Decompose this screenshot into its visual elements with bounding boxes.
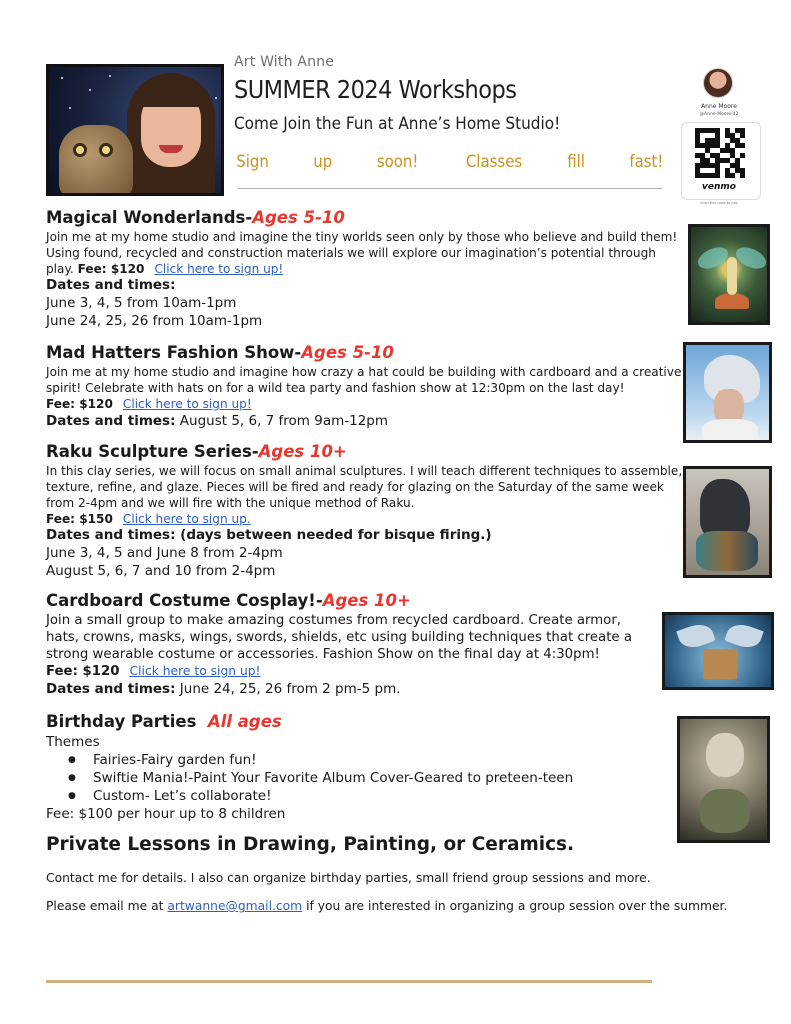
section-title	[46, 208, 686, 227]
signup-banner	[234, 152, 666, 172]
signup-link[interactable]: Click here to sign up!	[122, 397, 252, 411]
section-description	[46, 364, 686, 412]
date-line: June 3, 4, 5 and June 8 from 2-4pm	[46, 545, 283, 561]
description-line: strong wearable costume or accessories. Fashion Show on the final day at 4:30pm!	[46, 647, 600, 662]
section-title-text: Cardboard Costume Cosplay!-	[46, 591, 323, 610]
private-lessons-title: Private Lessons in Drawing, Painting, or Ceramics.	[46, 834, 575, 855]
description-text: play.	[46, 262, 74, 276]
description-line	[46, 261, 686, 277]
birthday-artwork	[677, 716, 770, 843]
date-line: June 24, 25, 26 from 2 pm-5 pm.	[179, 681, 401, 697]
date-line: June 24, 25, 26 from 10am-1pm	[46, 313, 263, 329]
wonderland-artwork	[688, 224, 770, 325]
list-item: ● Custom- Let’s collaborate!	[68, 787, 666, 805]
signup-word: up	[313, 152, 333, 172]
fee-label: Fee: $120	[46, 664, 120, 679]
list-item: ● Swiftie Mania!-Paint Your Favorite Album Cover-Geared to preteen-teen	[68, 769, 666, 787]
description-line: In this clay series, we will focus on small animal sculptures. I will teach different techniques to assemble,	[46, 464, 683, 478]
themes-list	[68, 751, 666, 805]
fee-label: Fee: $150	[46, 512, 113, 526]
section-wonderlands	[46, 208, 686, 330]
description-line: spirit! Celebrate with hats on for a wild tea party and fashion show at 12:30pm on the last day!	[46, 381, 625, 395]
fee-label: Fee: $120	[46, 397, 113, 411]
description-line	[46, 511, 686, 527]
dates-heading: Dates and times:	[46, 413, 176, 429]
brand-name: Art With Anne	[234, 54, 335, 70]
signup-word: Sign	[236, 152, 269, 172]
email-prefix: Please email me at	[46, 899, 164, 913]
description-line: Join me at my home studio and imagine the tiny worlds seen only by those who believe and build them!	[46, 230, 678, 244]
email-suffix: if you are interested in organizing a group session over the summer.	[306, 899, 728, 913]
age-badge: Ages 10+	[258, 442, 347, 461]
age-badge: Ages 5-10	[301, 343, 394, 362]
description-line: texture, refine, and glaze. Pieces will be fired and ready for glazing on the Saturday of the same week	[46, 480, 664, 494]
signup-word: fill	[567, 152, 586, 172]
section-description	[46, 612, 666, 680]
age-badge: Ages 10+	[322, 591, 411, 610]
section-title-text: Mad Hatters Fashion Show-	[46, 343, 302, 362]
dates-heading: Dates and times:	[46, 681, 176, 697]
section-cosplay	[46, 591, 666, 698]
portrait-photo	[46, 64, 224, 196]
section-title-text: Birthday Parties	[46, 712, 197, 731]
signup-word: Classes	[465, 152, 523, 172]
section-hatters	[46, 343, 686, 430]
section-title	[46, 442, 686, 461]
description-line: from 2-4pm and we will fire with the unique method of Raku.	[46, 496, 415, 510]
footer-divider	[46, 980, 652, 983]
section-description	[46, 463, 686, 527]
description-line	[46, 663, 666, 680]
venmo-card	[676, 64, 762, 208]
description-line: Using found, recycled and construction materials we will explore our imagination’s potential through	[46, 246, 656, 260]
cosplay-artwork	[662, 612, 774, 690]
dates-heading: Dates and times:	[46, 277, 176, 293]
description-line: hats, crowns, masks, wings, swords, shields, etc using building techniques that create a	[46, 630, 632, 645]
themes-heading: Themes	[46, 734, 100, 750]
dates-heading: Dates and times: (days between needed for bisque firing.)	[46, 527, 492, 543]
date-line: August 5, 6, 7 and 10 from 2-4pm	[46, 563, 276, 579]
section-title	[46, 343, 686, 362]
age-badge: Ages 5-10	[252, 208, 345, 227]
description-line: Join me at my home studio and imagine how crazy a hat could be building with cardboard and a creative	[46, 365, 682, 379]
signup-word: fast!	[629, 152, 664, 172]
signup-word: soon!	[376, 152, 419, 172]
section-raku	[46, 442, 686, 580]
hatter-artwork	[683, 342, 772, 443]
email-link[interactable]: artwanne@gmail.com	[167, 899, 303, 913]
section-title	[46, 712, 666, 731]
section-title	[46, 591, 666, 610]
contact-text: Contact me for details. I also can organize birthday parties, small friend group sessions and more.	[46, 871, 651, 885]
description-line: Join a small group to make amazing costumes from recycled cardboard. Create armor,	[46, 613, 622, 628]
date-line: August 5, 6, 7 from 9am-12pm	[179, 413, 389, 429]
signup-link[interactable]: Click here to sign up!	[154, 262, 284, 276]
page-subtitle: Come Join the Fun at Anne’s Home Studio!	[234, 114, 561, 134]
email-text	[46, 899, 727, 913]
section-birthday	[46, 712, 666, 823]
venmo-handle: @Anne-Moore-42	[699, 112, 739, 117]
age-badge: All ages	[207, 712, 282, 731]
venmo-note: Scan this code to pay	[700, 201, 738, 205]
page-title: SUMMER 2024 Workshops	[234, 75, 517, 104]
venmo-name: Anne Moore	[701, 103, 737, 110]
description-line	[46, 396, 686, 412]
section-title-text: Magical Wonderlands-	[46, 208, 253, 227]
list-item: ● Fairies-Fairy garden fun!	[68, 751, 666, 769]
venmo-logo: venmo	[702, 182, 736, 192]
dates-row	[46, 680, 666, 698]
header-divider	[238, 188, 662, 189]
section-description	[46, 229, 686, 277]
qr-code[interactable]	[695, 128, 745, 178]
dates-row	[46, 412, 686, 430]
raku-artwork	[683, 466, 772, 578]
date-line: June 3, 4, 5 from 10am-1pm	[46, 295, 237, 311]
section-title-text: Raku Sculpture Series-	[46, 442, 259, 461]
signup-link[interactable]: Click here to sign up!	[129, 664, 261, 678]
avatar	[703, 68, 733, 98]
fee-label: Fee: $100 per hour up to 8 children	[46, 806, 286, 822]
signup-link[interactable]: Click here to sign up.	[122, 512, 251, 526]
fee-label: Fee: $120	[77, 262, 145, 276]
